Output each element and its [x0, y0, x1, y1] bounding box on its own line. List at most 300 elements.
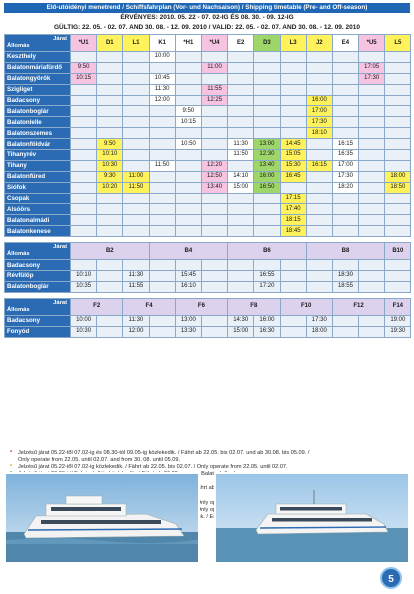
- departure-time: [71, 150, 97, 161]
- departure-time: 9:50: [175, 106, 201, 117]
- footnote-marker: *: [10, 464, 13, 471]
- departure-time: [332, 62, 358, 73]
- departure-time: 17:05: [359, 62, 385, 73]
- departure-time: [149, 226, 175, 237]
- table-row: [5, 95, 411, 106]
- departure-time: 17:40: [280, 204, 306, 215]
- departure-time: 13:40: [201, 182, 227, 193]
- departure-time: [175, 128, 201, 139]
- departure-time: [254, 106, 280, 117]
- departure-time: [359, 106, 385, 117]
- departure-time: [97, 315, 123, 326]
- departure-time: 16:00: [306, 95, 332, 106]
- departure-time: [385, 260, 411, 271]
- departure-time: [306, 171, 332, 182]
- departure-time: [280, 315, 306, 326]
- departure-time: [123, 150, 149, 161]
- departure-time: [359, 326, 385, 337]
- table-row: [5, 281, 411, 292]
- departure-time: [228, 226, 254, 237]
- departure-time: [359, 52, 385, 63]
- station-name: Balatonboglár: [5, 106, 71, 117]
- departure-time: [385, 160, 411, 171]
- departure-time: 11:30: [123, 271, 149, 282]
- departure-time: [149, 128, 175, 139]
- departure-time: [385, 215, 411, 226]
- station-name: Balatonalmádi: [5, 215, 71, 226]
- departure-time: [123, 215, 149, 226]
- departure-time: [123, 139, 149, 150]
- departure-time: 16:15: [306, 160, 332, 171]
- departure-time: 9:50: [97, 139, 123, 150]
- departure-time: 17:30: [306, 117, 332, 128]
- departure-time: [149, 326, 175, 337]
- departure-time: [385, 106, 411, 117]
- departure-time: [359, 117, 385, 128]
- ferry-photo-right: [214, 472, 410, 564]
- route-code: E2: [228, 35, 254, 52]
- departure-time: 13:40: [254, 160, 280, 171]
- departure-time: [71, 84, 97, 95]
- departure-time: 15:05: [280, 150, 306, 161]
- departure-time: 10:50: [175, 139, 201, 150]
- departure-time: [359, 128, 385, 139]
- departure-time: [149, 139, 175, 150]
- table-row: [5, 139, 411, 150]
- departure-time: 13:30: [175, 326, 201, 337]
- departure-time: [97, 281, 123, 292]
- departure-time: [123, 84, 149, 95]
- table-row: [5, 226, 411, 237]
- departure-time: [97, 84, 123, 95]
- departure-time: [97, 326, 123, 337]
- departure-time: [385, 204, 411, 215]
- departure-time: [175, 215, 201, 226]
- departure-time: 17:30: [332, 171, 358, 182]
- departure-time: [201, 315, 227, 326]
- departure-time: [97, 95, 123, 106]
- validity-line-1: ÉRVÉNYES: 2010. 05. 22 - 07. 02-IG ÉS 08. 30. - 09. 12-IG: [120, 14, 294, 21]
- departure-time: [97, 62, 123, 73]
- departure-time: 16:55: [254, 271, 280, 282]
- departure-time: [332, 84, 358, 95]
- departure-time: [280, 326, 306, 337]
- departure-time: [306, 182, 332, 193]
- departure-time: 15:00: [228, 182, 254, 193]
- departure-time: [71, 171, 97, 182]
- footnote-text: Only operate from 22.05. until 02.07. and from 30. 08. until 05.09.: [18, 457, 181, 464]
- table-row: [5, 62, 411, 73]
- departure-time: [306, 271, 332, 282]
- departure-time: [254, 52, 280, 63]
- departure-time: [201, 73, 227, 84]
- departure-time: [71, 260, 97, 271]
- departure-time: 9:30: [97, 171, 123, 182]
- departure-time: [306, 193, 332, 204]
- departure-time: 16:30: [254, 326, 280, 337]
- footnote-text: Fährt ab: [193, 485, 215, 492]
- departure-time: [123, 160, 149, 171]
- departure-time: [149, 193, 175, 204]
- footnote-line: [8, 457, 406, 464]
- departure-time: [201, 271, 227, 282]
- departure-time: [332, 193, 358, 204]
- departure-time: [332, 117, 358, 128]
- footnote-text: Only: [196, 506, 209, 513]
- departure-time: 11:50: [228, 150, 254, 161]
- departure-time: [228, 95, 254, 106]
- departure-time: 12:20: [201, 160, 227, 171]
- departure-time: [123, 62, 149, 73]
- departure-time: [228, 62, 254, 73]
- route-code: F14: [385, 298, 411, 315]
- departure-time: [123, 52, 149, 63]
- departure-time: [332, 106, 358, 117]
- departure-time: [71, 139, 97, 150]
- departure-time: 12:25: [201, 95, 227, 106]
- station-name: Balatonszemes: [5, 128, 71, 139]
- departure-time: 10:10: [97, 150, 123, 161]
- departure-time: 16:50: [254, 182, 280, 193]
- table-row: [5, 326, 411, 337]
- departure-time: [332, 204, 358, 215]
- table-row: [5, 160, 411, 171]
- departure-time: [175, 193, 201, 204]
- departure-time: [175, 150, 201, 161]
- departure-time: [385, 281, 411, 292]
- departure-time: 11:00: [123, 171, 149, 182]
- jarat-label: Járat: [53, 299, 67, 306]
- departure-time: [254, 193, 280, 204]
- departure-time: [359, 215, 385, 226]
- departure-time: 17:00: [306, 106, 332, 117]
- departure-time: [228, 84, 254, 95]
- route-code: F12: [332, 298, 384, 315]
- footnote-text: Jelzésű járat 05.22-től 07.02-ig és 08.30-tól 09.05-ig közlekedik. / Fährt ab 22.05. bis 02.07. und ab 30.08. bis 05.09. /: [18, 450, 310, 456]
- departure-time: [306, 226, 332, 237]
- departure-time: [280, 73, 306, 84]
- station-name: Balatonboglár: [5, 281, 71, 292]
- departure-time: [254, 260, 280, 271]
- allomas-label: Állomás: [7, 306, 30, 313]
- departure-time: [228, 160, 254, 171]
- departure-time: 18:50: [385, 182, 411, 193]
- departure-time: [385, 193, 411, 204]
- validity-line-2: GÜLTIG: 22. 05. - 02. 07. AND 30. 08. - 12. 09. 2010 / VALID: 22. 05. - 02. 07. AND 30. 08. - 12. 09. 2010: [53, 23, 360, 31]
- route-header-row: [5, 243, 411, 260]
- departure-time: [254, 95, 280, 106]
- departure-time: [332, 73, 358, 84]
- departure-time: [71, 215, 97, 226]
- table-row: [5, 128, 411, 139]
- departure-time: [280, 95, 306, 106]
- departure-time: [359, 95, 385, 106]
- table-row: [5, 52, 411, 63]
- departure-time: [228, 52, 254, 63]
- departure-time: [228, 215, 254, 226]
- departure-time: [149, 106, 175, 117]
- jarat-allomas-header: [5, 35, 71, 52]
- departure-time: [359, 281, 385, 292]
- jarat-allomas-header: [5, 243, 71, 260]
- departure-time: [71, 226, 97, 237]
- departure-time: 11:55: [123, 281, 149, 292]
- departure-time: 16:00: [254, 315, 280, 326]
- departure-time: [306, 73, 332, 84]
- departure-time: [359, 193, 385, 204]
- departure-time: [228, 281, 254, 292]
- departure-time: [149, 150, 175, 161]
- departure-time: 11:00: [201, 62, 227, 73]
- station-name: Tihany: [5, 160, 71, 171]
- departure-time: 18:00: [385, 171, 411, 182]
- departure-time: [201, 326, 227, 337]
- departure-time: [306, 260, 332, 271]
- station-name: Balatonfüred: [5, 171, 71, 182]
- station-name: Badacsony: [5, 95, 71, 106]
- table-row: [5, 150, 411, 161]
- route-code: F6: [175, 298, 227, 315]
- departure-time: [201, 106, 227, 117]
- departure-time: [385, 271, 411, 282]
- departure-time: 16:10: [175, 281, 201, 292]
- station-name: Révfülöp: [5, 271, 71, 282]
- departure-time: [201, 215, 227, 226]
- departure-time: [201, 117, 227, 128]
- departure-time: [175, 226, 201, 237]
- departure-time: [280, 271, 306, 282]
- departure-time: [359, 139, 385, 150]
- departure-time: [175, 182, 201, 193]
- jarat-label: Járat: [53, 36, 67, 42]
- departure-time: [254, 226, 280, 237]
- departure-time: [359, 84, 385, 95]
- departure-time: [332, 128, 358, 139]
- departure-time: [123, 95, 149, 106]
- allomas-label: Állomás: [7, 43, 30, 49]
- departure-time: [97, 106, 123, 117]
- departure-time: [359, 150, 385, 161]
- station-name: Szigliget: [5, 84, 71, 95]
- departure-time: [280, 117, 306, 128]
- departure-time: [254, 215, 280, 226]
- departure-time: [280, 52, 306, 63]
- departure-time: [175, 260, 201, 271]
- departure-time: [332, 95, 358, 106]
- route-code: B4: [149, 243, 228, 260]
- allomas-label: Állomás: [7, 251, 30, 258]
- departure-time: [71, 128, 97, 139]
- departure-time: 10:15: [175, 117, 201, 128]
- departure-time: [280, 281, 306, 292]
- departure-time: 12:00: [123, 326, 149, 337]
- departure-time: 17:20: [254, 281, 280, 292]
- departure-time: [71, 182, 97, 193]
- page-number: 5: [380, 567, 402, 589]
- departure-time: [385, 128, 411, 139]
- departure-time: [175, 84, 201, 95]
- table-row: [5, 73, 411, 84]
- station-name: Siófok: [5, 182, 71, 193]
- departure-time: [123, 193, 149, 204]
- route-code: L1: [123, 35, 149, 52]
- station-name: Badacsony: [5, 260, 71, 271]
- departure-time: 17:30: [359, 73, 385, 84]
- departure-time: [280, 128, 306, 139]
- departure-time: [228, 204, 254, 215]
- departure-time: 14:10: [228, 171, 254, 182]
- departure-time: [149, 117, 175, 128]
- departure-time: [97, 52, 123, 63]
- departure-time: 18:00: [306, 326, 332, 337]
- departure-time: [385, 62, 411, 73]
- route-code: *U5: [359, 35, 385, 52]
- departure-time: [149, 315, 175, 326]
- departure-time: 10:00: [71, 315, 97, 326]
- departure-time: [385, 139, 411, 150]
- departure-time: 10:10: [71, 271, 97, 282]
- departure-time: [71, 106, 97, 117]
- departure-time: [123, 260, 149, 271]
- departure-time: 9:50: [71, 62, 97, 73]
- departure-time: [149, 260, 175, 271]
- departure-time: [228, 271, 254, 282]
- footnote-line: [8, 464, 406, 471]
- route-code: D1: [97, 35, 123, 52]
- departure-time: 10:00: [149, 52, 175, 63]
- table-row: [5, 84, 411, 95]
- departure-time: [359, 160, 385, 171]
- departure-time: [254, 62, 280, 73]
- departure-time: [175, 52, 201, 63]
- station-name: Tihanyrév: [5, 150, 71, 161]
- route-code: J2: [306, 35, 332, 52]
- departure-time: [359, 260, 385, 271]
- table-row: [5, 117, 411, 128]
- departure-time: [123, 128, 149, 139]
- route-header-row: [5, 298, 411, 315]
- departure-time: [280, 84, 306, 95]
- footnote-line: [8, 450, 406, 457]
- departure-time: [123, 73, 149, 84]
- departure-time: [332, 326, 358, 337]
- departure-time: [123, 204, 149, 215]
- station-name: Alsóörs: [5, 204, 71, 215]
- departure-time: [228, 73, 254, 84]
- departure-time: [149, 62, 175, 73]
- departure-time: [97, 260, 123, 271]
- departure-time: 16:00: [254, 171, 280, 182]
- departure-time: [201, 52, 227, 63]
- departure-time: [228, 106, 254, 117]
- departure-time: [97, 193, 123, 204]
- departure-time: 11:50: [123, 182, 149, 193]
- station-name: Balatonföldvár: [5, 139, 71, 150]
- route-header-row: [5, 35, 411, 52]
- departure-time: 10:15: [71, 73, 97, 84]
- departure-time: [71, 204, 97, 215]
- departure-time: [254, 117, 280, 128]
- table-row: [5, 271, 411, 282]
- departure-time: [306, 84, 332, 95]
- ferry-photo-left: [4, 472, 200, 564]
- route-code: D3: [254, 35, 280, 52]
- table-row: [5, 260, 411, 271]
- departure-time: [71, 95, 97, 106]
- route-code: *H1: [175, 35, 201, 52]
- station-name: Balatonkenese: [5, 226, 71, 237]
- departure-time: 11:55: [201, 84, 227, 95]
- departure-time: 17:15: [280, 193, 306, 204]
- departure-time: [201, 150, 227, 161]
- table-row: [5, 204, 411, 215]
- departure-time: 19:00: [385, 315, 411, 326]
- departure-time: [175, 62, 201, 73]
- departure-time: [359, 204, 385, 215]
- departure-time: [123, 226, 149, 237]
- table-row: [5, 215, 411, 226]
- departure-time: [228, 260, 254, 271]
- departure-time: [385, 226, 411, 237]
- departure-time: 13:00: [175, 315, 201, 326]
- departure-time: 10:20: [97, 182, 123, 193]
- station-name: Csopak: [5, 193, 71, 204]
- departure-time: 10:30: [71, 326, 97, 337]
- departure-time: [149, 204, 175, 215]
- route-code: F10: [280, 298, 332, 315]
- departure-time: [97, 73, 123, 84]
- route-code: B10: [385, 243, 411, 260]
- departure-time: [306, 139, 332, 150]
- timetable-title: Elő-utóidényi menetrend / Schiffsfahrplan (Vor- und Nachsaison) / Shipping timetable (Pre- and Off-season): [4, 3, 410, 13]
- validity-text: [4, 13, 410, 33]
- departure-time: [306, 52, 332, 63]
- departure-time: [280, 106, 306, 117]
- departure-time: 16:15: [332, 139, 358, 150]
- departure-time: [123, 117, 149, 128]
- jarat-allomas-header: [5, 298, 71, 315]
- departure-time: [254, 128, 280, 139]
- departure-time: [201, 193, 227, 204]
- table-row: [5, 171, 411, 182]
- route-code: B8: [306, 243, 385, 260]
- departure-time: 18:15: [280, 215, 306, 226]
- station-name: Balatongyörök: [5, 73, 71, 84]
- route-code: F4: [123, 298, 175, 315]
- departure-time: [228, 193, 254, 204]
- departure-time: [201, 128, 227, 139]
- departure-time: [97, 215, 123, 226]
- departure-time: [149, 182, 175, 193]
- departure-time: [332, 52, 358, 63]
- route-code: E4: [332, 35, 358, 52]
- departure-time: 15:00: [228, 326, 254, 337]
- station-name: Badacsony: [5, 315, 71, 326]
- departure-time: [149, 271, 175, 282]
- departure-time: 11:30: [123, 315, 149, 326]
- departure-time: [385, 52, 411, 63]
- route-code: K1: [149, 35, 175, 52]
- departure-time: [71, 52, 97, 63]
- departure-time: [175, 171, 201, 182]
- departure-time: [359, 271, 385, 282]
- departure-time: [359, 226, 385, 237]
- departure-time: [201, 260, 227, 271]
- departure-time: [201, 139, 227, 150]
- table-row: [5, 315, 411, 326]
- footnote-text: Jelzésű járat 05.22-től 07.02-ig közlekedik. / Fährt ab 22.05. bis 02.07. / Only operate from 22.05. until 02.07.: [18, 464, 288, 471]
- departure-time: 15:30: [280, 160, 306, 171]
